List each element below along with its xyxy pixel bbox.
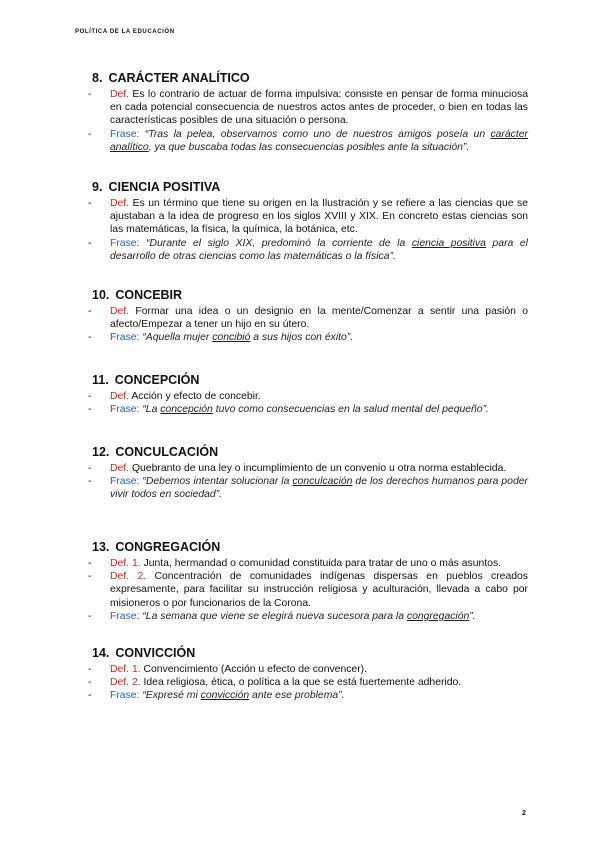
example-item (88, 689, 528, 702)
bullet-dash: - (88, 690, 92, 702)
entry-heading: CONCULCACIÓN (115, 445, 219, 459)
definition-item (88, 197, 528, 237)
example-label: Frase: (110, 690, 140, 702)
example-text: “La semana que viene se elegirá nueva sucesora para la (139, 610, 407, 622)
bullet-dash: - (88, 332, 92, 344)
bullet-dash: - (88, 463, 92, 474)
definition-item (88, 88, 528, 128)
bullet-dash: - (88, 571, 92, 583)
example-item (88, 237, 528, 263)
bullet-dash: - (88, 237, 92, 249)
example-text-end: ante ese problema”. (249, 690, 345, 702)
bullet-dash: - (88, 391, 92, 402)
entry-13 (88, 540, 528, 623)
entry-12 (88, 445, 528, 502)
definition-item (88, 570, 528, 610)
definition-label: Def. (110, 89, 130, 100)
entry-10 (88, 288, 528, 345)
example-keyword: congregación (406, 610, 470, 622)
definition-text: Formar una idea o un designio en la mente/Comenzar a sentir una pasión o afecto/Empezar a tener un hijo en su útero. (110, 306, 528, 331)
definition-text: Concentración de comunidades indígenas dispersas en pueblos creados expresamente, para facilitar su instrucción religiosa y aculturación, llevada a cabo por misioneros o por funcionarios de la Corona. (110, 571, 528, 609)
definition-text: Convencimiento (Acción u efecto de convencer). (140, 664, 368, 675)
example-label: Frase: (110, 128, 140, 140)
definition-label: Def. 1. (110, 664, 141, 675)
entry-heading: CONVICCIÓN (115, 646, 196, 660)
entry-number: 11. (92, 373, 109, 387)
entry-title (92, 445, 528, 460)
definition-label: Def. (110, 306, 130, 317)
example-text-end: para el desarrollo de otras ciencias como las matemáticas o la física”. (110, 237, 528, 262)
definition-label: Def. (110, 198, 130, 209)
definition-item (88, 676, 528, 689)
definition-item (88, 305, 528, 331)
entry-14 (88, 646, 528, 703)
example-label: Frase: (110, 404, 140, 416)
entry-heading: CONCEPCIÓN (114, 373, 200, 387)
example-keyword: conculcación (292, 476, 353, 488)
bullet-dash: - (88, 558, 92, 569)
entry-title (92, 180, 528, 195)
example-item (88, 610, 528, 623)
definition-item (88, 557, 528, 570)
entry-11 (88, 373, 528, 416)
example-text-end: tuvo como consecuencias en la salud mental del pequeño”. (212, 404, 489, 416)
example-text-end: de los derechos humanos para poder vivir todos en sociedad”. (110, 476, 528, 501)
example-label: Frase: (110, 610, 140, 622)
example-item (88, 475, 528, 501)
example-item (88, 403, 528, 416)
entry-8 (88, 71, 528, 154)
definition-text: Junta, hermandad o comunidad constituida para tratar de uno o más asuntos. (140, 558, 502, 569)
bullet-dash: - (88, 677, 92, 689)
example-text: “Expresé mi (139, 690, 201, 702)
entry-number: 14. (92, 646, 110, 660)
document-header: POLÍTICA DE LA EDUCACIÓN (75, 29, 175, 35)
bullet-dash: - (88, 128, 92, 140)
definition-label: Def. 2. (110, 677, 141, 689)
bullet-dash: - (88, 476, 92, 488)
example-keyword: carácter analítico (110, 128, 528, 153)
bullet-dash: - (88, 404, 92, 416)
entry-title (92, 71, 528, 86)
example-item (88, 128, 528, 154)
entry-number: 13. (92, 540, 110, 554)
example-text-end: a sus hijos con éxito”. (250, 332, 354, 344)
example-text-end: ”. (469, 610, 476, 622)
entry-number: 10. (92, 288, 110, 302)
example-text-end: , ya que buscaba todas las consecuencias posibles ante la situación”. (148, 141, 470, 153)
entry-number: 9. (92, 180, 103, 194)
definition-text: Quebranto de una ley o incumplimiento de un convenio u otra norma establecida. (129, 463, 507, 474)
example-text: “Debemos intentar solucionar la (139, 476, 293, 488)
bullet-dash: - (88, 664, 92, 675)
example-keyword: concibió (212, 332, 251, 344)
example-text: “Tras la pelea, observamos como uno de nuestros amigos poseía un (139, 128, 491, 140)
definition-label: Def. 1. (110, 558, 141, 569)
example-label: Frase: (110, 332, 140, 344)
entry-title (92, 373, 528, 388)
entry-heading: CONGREGACIÓN (115, 540, 221, 554)
definition-item (88, 462, 528, 475)
example-keyword: ciencia positiva (411, 237, 486, 249)
example-text: “Aquella mujer (139, 332, 213, 344)
example-keyword: convicción (200, 690, 250, 702)
bullet-dash: - (88, 610, 92, 622)
example-keyword: concepción (160, 404, 213, 416)
definition-text: Acción y efecto de concebir. (129, 391, 261, 402)
bullet-dash: - (88, 89, 92, 100)
entry-heading: CIENCIA POSITIVA (108, 180, 221, 194)
entry-number: 12. (92, 445, 110, 459)
entry-heading: CONCEBIR (115, 288, 183, 302)
example-label: Frase: (110, 476, 140, 488)
example-text: “La (139, 404, 161, 416)
entry-title (92, 646, 528, 661)
definition-item (88, 390, 528, 403)
entry-9 (88, 180, 528, 263)
definition-item (88, 663, 528, 676)
definition-text: Es un término que tiene su origen en la Ilustración y se refiere a las ciencias que se ajustaban a la idea de progreso en los siglos XVIII y XIX. En concreto estas ciencias son las matemáticas, la física, la química, la botánica, etc. (110, 198, 528, 236)
bullet-dash: - (88, 198, 92, 209)
definition-label: Def. (110, 391, 130, 402)
entry-title (92, 288, 528, 303)
example-item (88, 331, 528, 344)
example-text: “Durante el siglo XIX, predominó la corriente de la (139, 237, 412, 249)
definition-label: Def. (110, 463, 130, 474)
example-label: Frase: (110, 237, 140, 249)
page-number: 2 (522, 810, 526, 817)
definition-text: Idea religiosa, ética, o política a la que se está fuertemente adherido. (140, 677, 462, 689)
definition-text: Es lo contrario de actuar de forma impulsiva: consiste en pensar de forma minuciosa en cada potencial consecuencia de nuestros actos antes de proceder, o bien en todas las características posibles de una situación o persona. (110, 89, 528, 127)
bullet-dash: - (88, 306, 92, 317)
entry-heading: CARÁCTER ANALÍTICO (108, 71, 250, 85)
entry-title (92, 540, 528, 555)
entry-number: 8. (92, 71, 103, 85)
definition-label: Def. 2. (110, 571, 147, 583)
